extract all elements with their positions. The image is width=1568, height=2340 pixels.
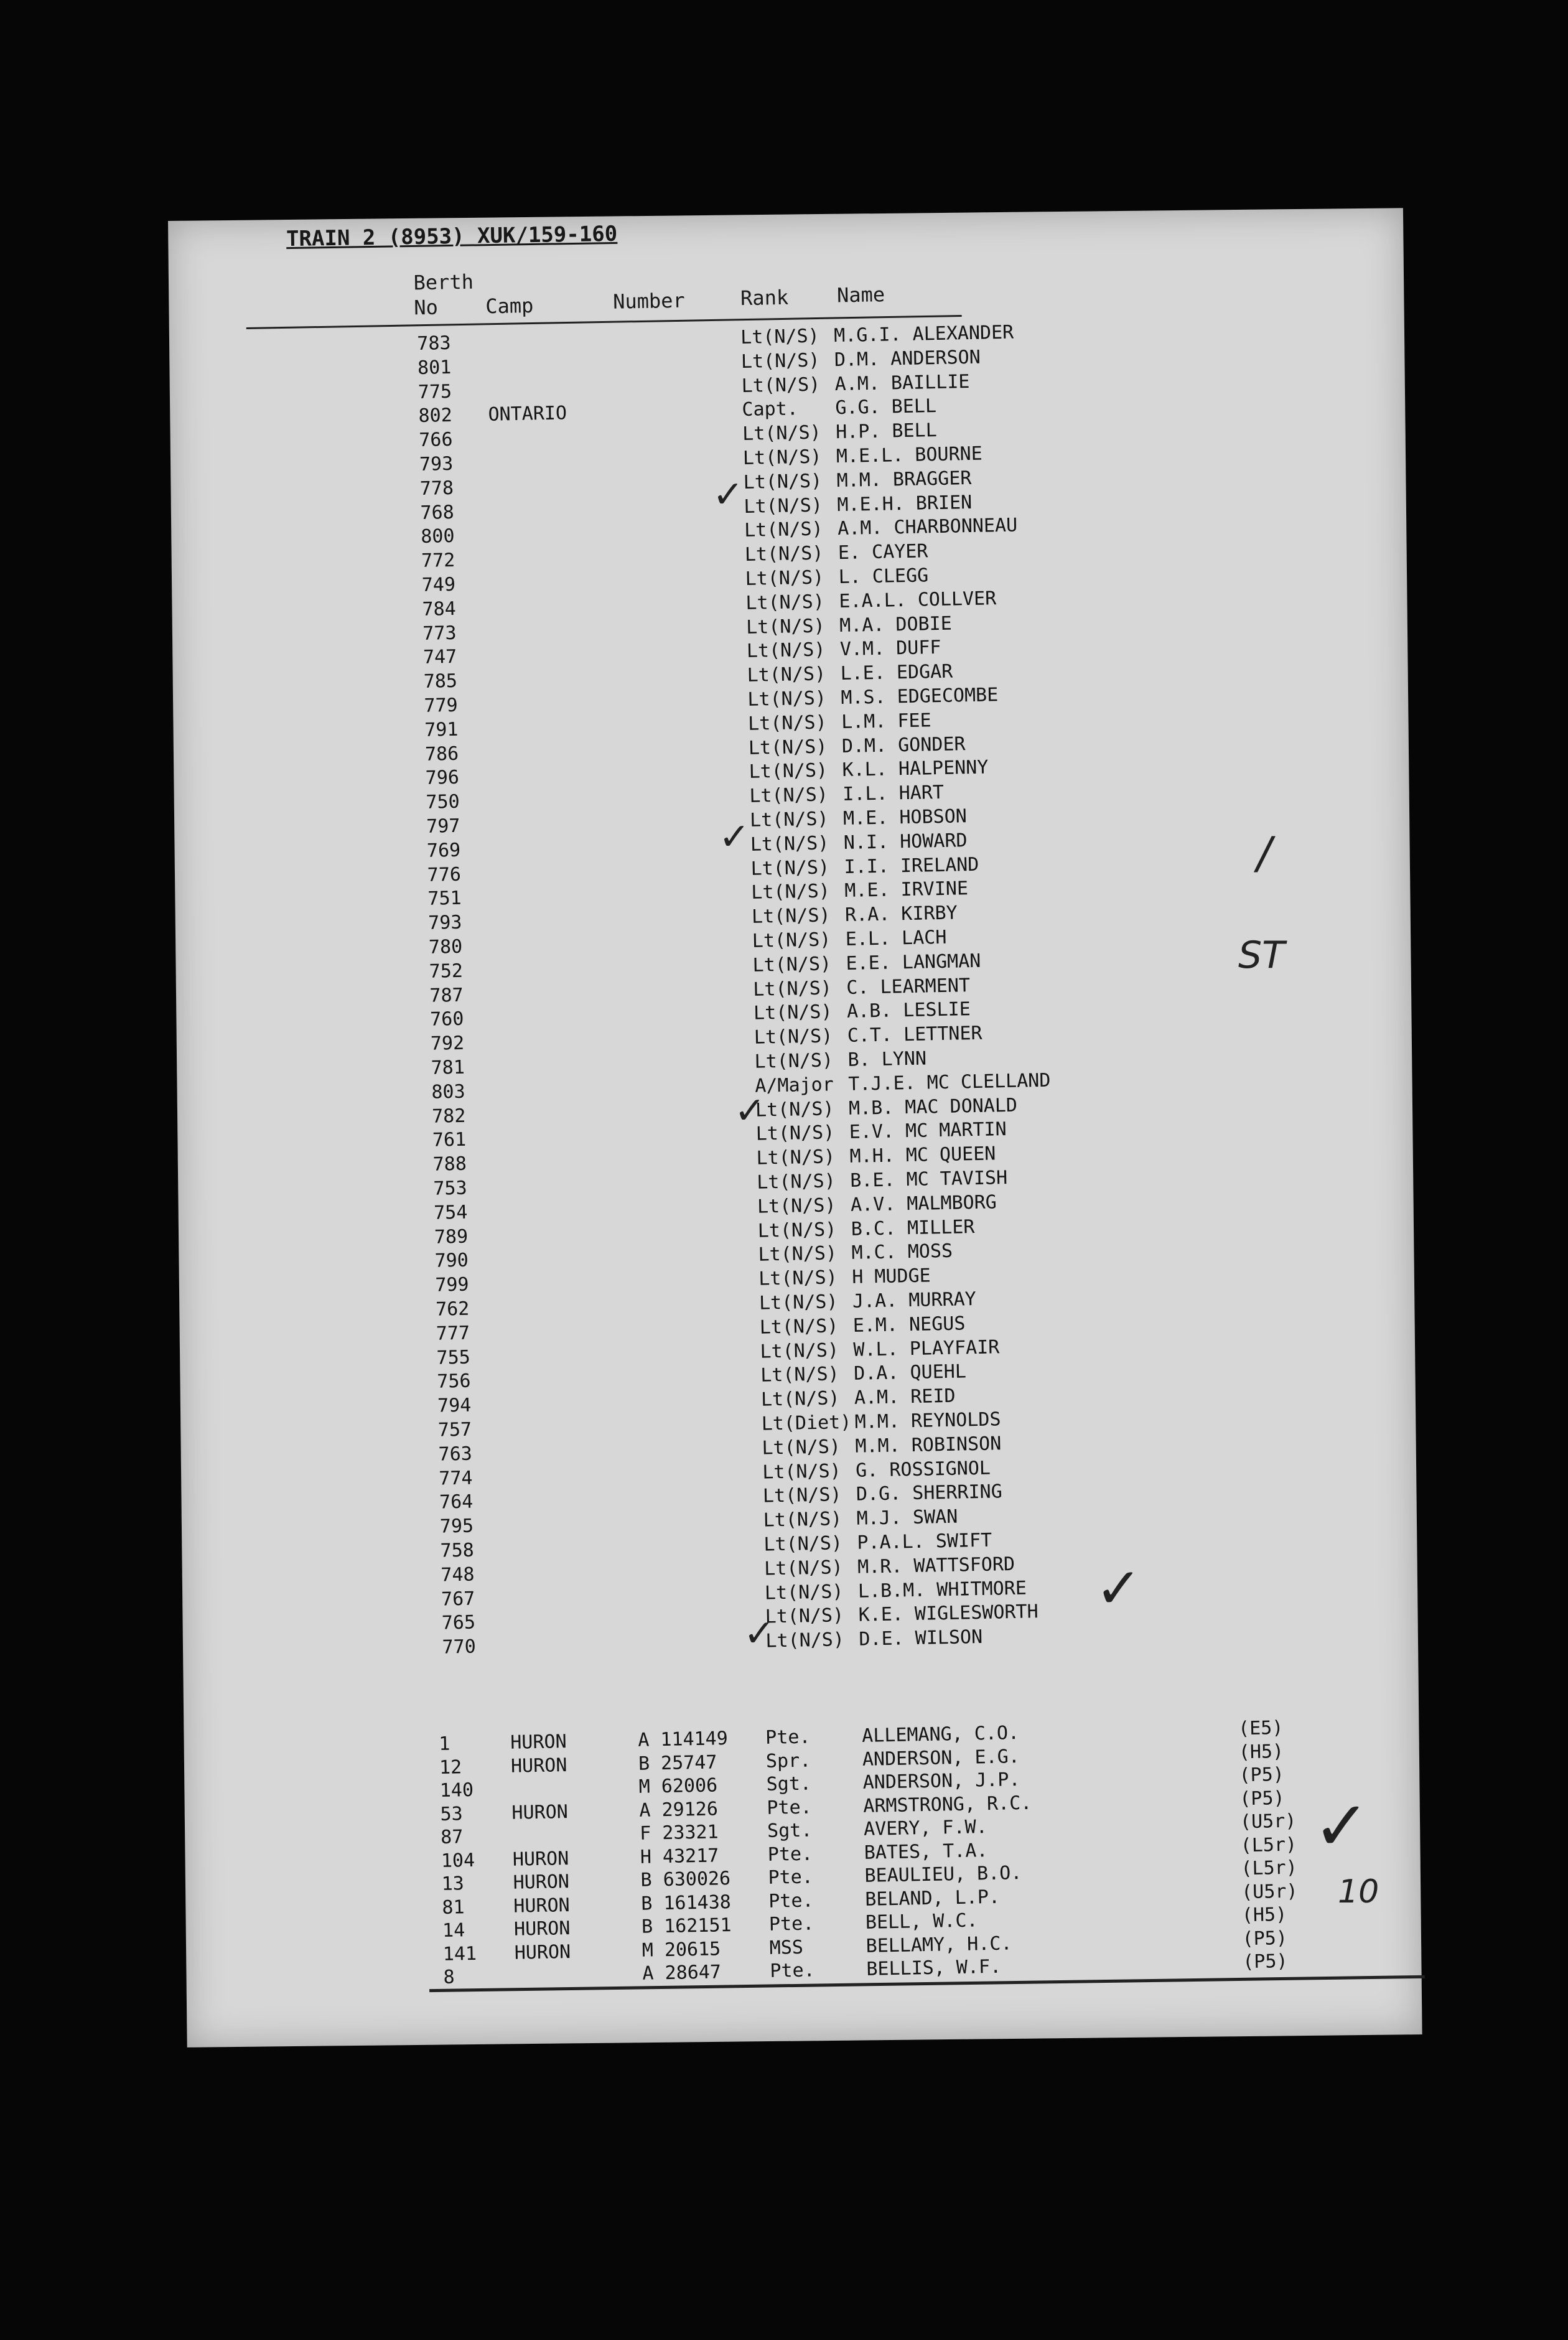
soldier-name: BEAULIEU, B.O.	[864, 1862, 1022, 1887]
rank: Lt(N/S)	[752, 929, 831, 952]
service-number: H 43217	[640, 1844, 719, 1868]
officer-name: J.A. MURRAY	[852, 1288, 976, 1313]
rank: Pte.	[767, 1842, 813, 1866]
officer-name: M.A. DOBIE	[839, 612, 953, 637]
berth-number: 765	[441, 1611, 476, 1635]
rank: Lt(N/S)	[746, 639, 826, 663]
officer-name: L. CLEGG	[838, 564, 929, 589]
berth-number: 791	[424, 718, 459, 741]
document-title: TRAIN 2 (8953) XUK/159-160	[286, 221, 618, 252]
berth-number: 766	[418, 429, 453, 452]
berth-number: 784	[422, 597, 457, 620]
soldier-name: ANDERSON, J.P.	[862, 1769, 1020, 1794]
rank: Lt(N/S)	[751, 904, 831, 929]
berth-number: 788	[432, 1153, 467, 1176]
berth-number: 752	[429, 960, 464, 983]
berth-number: 778	[419, 477, 454, 500]
officer-name: V.M. DUFF	[839, 637, 941, 661]
officer-name: A.B. LESLIE	[846, 998, 971, 1023]
berth-number: 751	[427, 887, 462, 910]
rank: Lt(N/S)	[754, 1049, 834, 1073]
rank: Lt(N/S)	[758, 1291, 838, 1314]
officer-name: E.E. LANGMAN	[846, 950, 981, 975]
classification-code: (U5r)	[1239, 1810, 1297, 1833]
berth-number: 796	[425, 767, 460, 790]
berth-number: 140	[439, 1779, 474, 1802]
camp-name: HURON	[513, 1917, 571, 1940]
rank: Lt(N/S)	[745, 566, 824, 590]
berth-number: 797	[426, 815, 460, 838]
officer-name: N.I. HOWARD	[843, 829, 968, 854]
officer-name: H MUDGE	[851, 1265, 931, 1289]
header-rank: Rank	[740, 285, 789, 311]
header-berth: Berth	[413, 269, 474, 295]
camp-name: HURON	[513, 1871, 570, 1894]
officer-name: M.S. EDGECOMBE	[841, 684, 999, 709]
officer-name: E.L. LACH	[845, 926, 947, 950]
berth-number: 801	[417, 356, 452, 379]
rank: Lt(N/S)	[765, 1604, 844, 1629]
pen-stroke-icon: /	[1257, 828, 1272, 879]
officer-name: D.G. SHERRING	[856, 1481, 1003, 1506]
rank: Lt(N/S)	[741, 373, 821, 397]
berth-number: 87	[440, 1826, 464, 1848]
officer-name: G.G. BELL	[835, 395, 937, 419]
rank: Lt(N/S)	[758, 1242, 838, 1266]
rank: Lt(N/S)	[760, 1339, 839, 1363]
rank: Lt(N/S)	[762, 1436, 841, 1459]
rank: Lt(N/S)	[742, 421, 821, 446]
rank: A/Major	[754, 1074, 834, 1097]
rank: Lt(N/S)	[748, 736, 828, 759]
berth-number: 767	[441, 1588, 475, 1611]
rank: Lt(N/S)	[763, 1508, 842, 1532]
berth-number: 792	[430, 1032, 465, 1055]
rank: Lt(N/S)	[762, 1484, 842, 1508]
check-mark-icon: ✓	[1313, 1786, 1371, 1866]
rank: Pte.	[768, 1866, 814, 1889]
berth-number: 763	[438, 1443, 473, 1466]
rank: Lt(N/S)	[764, 1580, 844, 1604]
officer-name: A.M. BAILLIE	[834, 370, 970, 395]
officer-name: C. LEARMENT	[846, 974, 971, 999]
berth-number: 141	[442, 1942, 477, 1965]
berth-number: 780	[428, 935, 463, 958]
berth-number: 779	[424, 694, 459, 717]
berth-number: 799	[435, 1273, 469, 1296]
berth-number: 772	[421, 550, 455, 573]
berth-number: 762	[435, 1298, 470, 1321]
berth-number: 1	[439, 1733, 450, 1755]
berth-number: 761	[432, 1129, 467, 1152]
rank: Lt(N/S)	[751, 880, 831, 904]
rank: Lt(N/S)	[745, 591, 825, 614]
soldier-name: AVERY, F.W.	[863, 1816, 988, 1840]
rank: Spr.	[765, 1749, 811, 1772]
camp-name: HURON	[510, 1754, 567, 1777]
officer-name: I.I. IRELAND	[844, 853, 979, 878]
berth-number: 104	[441, 1849, 475, 1872]
officer-name: A.V. MALMBORG	[850, 1191, 997, 1216]
rank: Lt(N/S)	[749, 759, 828, 784]
rank: Sgt.	[766, 1772, 812, 1795]
rank: Lt(N/S)	[753, 1001, 833, 1025]
camp-name: HURON	[513, 1894, 570, 1917]
rank: Lt(N/S)	[747, 711, 827, 735]
berth-number: 782	[431, 1105, 466, 1128]
rank: Lt(N/S)	[755, 1097, 834, 1121]
header-no: No	[413, 295, 439, 320]
rank: Pte.	[767, 1796, 812, 1819]
officer-name: H.P. BELL	[835, 419, 938, 444]
berth-number: 787	[429, 984, 464, 1007]
officer-name: M.M. BRAGGER	[836, 467, 972, 492]
officer-name: W.L. PLAYFAIR	[853, 1336, 1000, 1361]
berth-number: 795	[439, 1515, 474, 1538]
berth-number: 750	[426, 791, 460, 814]
soldier-name: BATES, T.A.	[864, 1839, 988, 1864]
camp-name: HURON	[514, 1940, 571, 1964]
service-number: B 162151	[641, 1914, 732, 1938]
officer-name: E. CAYER	[838, 540, 928, 564]
officer-name: M.G.I. ALEXANDER	[833, 321, 1014, 347]
camp-name: ONTARIO	[488, 402, 567, 426]
rank: Lt(N/S)	[760, 1387, 840, 1411]
service-number: A 114149	[637, 1728, 729, 1751]
berth-number: 768	[420, 501, 455, 524]
berth-number: 774	[439, 1467, 473, 1490]
rank: Lt(N/S)	[742, 446, 822, 469]
rank: Lt(N/S)	[747, 687, 827, 711]
officer-name: D.M. ANDERSON	[834, 346, 981, 371]
berth-number: 800	[420, 525, 455, 548]
soldier-name: ANDERSON, E.G.	[862, 1745, 1020, 1771]
officer-name: L.M. FEE	[841, 709, 931, 733]
classification-code: (U5r)	[1241, 1880, 1298, 1903]
service-number: B 161438	[640, 1891, 732, 1915]
berth-number: 756	[437, 1370, 471, 1393]
rank: Lt(N/S)	[762, 1459, 841, 1484]
berth-number: 81	[442, 1896, 465, 1919]
officer-name: M.E.L. BOURNE	[836, 442, 983, 468]
berth-number: 789	[434, 1225, 469, 1248]
officer-name: E.A.L. COLLVER	[839, 587, 997, 612]
classification-code: (H5)	[1241, 1903, 1287, 1927]
rank: Capt.	[742, 398, 799, 421]
service-number: B 25747	[638, 1751, 717, 1775]
rank: Lt(N/S)	[745, 615, 825, 639]
officer-name: D.A. QUEHL	[853, 1360, 967, 1385]
officer-name: M.E. IRVINE	[844, 878, 969, 902]
officer-name: A.M. CHARBONNEAU	[837, 514, 1018, 540]
rank: Lt(N/S)	[753, 976, 833, 1001]
rank: Pte.	[770, 1959, 816, 1982]
officer-name: A.M. REID	[854, 1385, 956, 1410]
camp-name: HURON	[510, 1731, 567, 1754]
berth-number: 785	[423, 670, 458, 693]
soldier-name: BELAND, L.P.	[864, 1886, 1001, 1911]
rank: Lt(N/S)	[744, 518, 823, 542]
officer-name: B. LYNN	[847, 1047, 927, 1071]
officer-name: K.E. WIGLESWORTH	[858, 1601, 1038, 1627]
berth-number: 790	[434, 1250, 469, 1273]
officer-name: R.A. KIRBY	[844, 902, 958, 927]
rank: MSS	[769, 1936, 804, 1959]
officer-name: M.E.H. BRIEN	[837, 491, 973, 516]
berth-number: 757	[437, 1418, 472, 1441]
rank: Lt(Diet)	[761, 1411, 852, 1435]
classification-code: (L5r)	[1240, 1833, 1297, 1856]
rank: Pte.	[768, 1912, 814, 1935]
officer-name: G. ROSSIGNOL	[855, 1457, 991, 1482]
classification-code: (H5)	[1238, 1740, 1284, 1763]
berth-number: 803	[431, 1080, 465, 1103]
check-mark-icon: ✓	[744, 1612, 775, 1655]
berth-number: 770	[442, 1636, 477, 1659]
rank: Lt(N/S)	[755, 1121, 835, 1146]
berth-number: 786	[424, 742, 459, 765]
officer-name: L.E. EDGAR	[840, 660, 953, 685]
officer-name: D.M. GONDER	[841, 732, 966, 757]
officer-name: K.L. HALPENNY	[842, 756, 989, 782]
rank: Lt(N/S)	[740, 349, 820, 373]
berth-number: 769	[426, 839, 461, 862]
berth-number: 14	[442, 1919, 465, 1942]
berth-number: 13	[441, 1873, 465, 1895]
camp-name: HURON	[511, 1800, 569, 1824]
soldier-name: BELLIS, W.F.	[866, 1955, 1002, 1980]
rank: Pte.	[765, 1726, 811, 1749]
berth-number: 753	[433, 1177, 467, 1200]
berth-number: 775	[418, 380, 452, 403]
berth-number: 773	[422, 622, 457, 645]
berth-number: 755	[436, 1346, 471, 1369]
service-number: A 28647	[642, 1961, 722, 1985]
berth-number: 8	[443, 1966, 455, 1988]
rank: Lt(N/S)	[750, 856, 830, 880]
soldier-name: ARMSTRONG, R.C.	[863, 1792, 1032, 1817]
service-number: M 62006	[638, 1774, 718, 1798]
berth-number: 53	[440, 1802, 463, 1825]
check-mark-icon: ✓	[734, 1089, 766, 1133]
rank: Lt(N/S)	[763, 1532, 843, 1556]
berth-number: 764	[439, 1491, 474, 1514]
rank: Lt(N/S)	[744, 494, 823, 518]
berth-number: 783	[417, 332, 451, 355]
header-camp: Camp	[485, 293, 534, 319]
berth-number: 747	[422, 646, 457, 669]
officer-name: M.E. HOBSON	[842, 805, 968, 830]
rank: Lt(N/S)	[747, 663, 826, 687]
soldier-name: BELL, W.C.	[865, 1909, 978, 1934]
berth-number: 760	[429, 1008, 464, 1031]
officer-name: M.M. ROBINSON	[855, 1433, 1002, 1458]
berth-number: 749	[421, 573, 456, 596]
berth-number: 758	[440, 1539, 475, 1562]
officer-name: D.E. WILSON	[859, 1626, 983, 1650]
check-mark-icon: ✓	[1095, 1556, 1142, 1621]
officer-name: T.J.E. MC CLELLAND	[847, 1069, 1051, 1095]
officer-name: E.V. MC MARTIN	[849, 1118, 1007, 1144]
check-mark-icon: ✓	[719, 815, 750, 859]
soldier-name: ALLEMANG, C.O.	[861, 1722, 1020, 1747]
officer-name: P.A.L. SWIFT	[857, 1529, 992, 1554]
soldier-name: BELLAMY, H.C.	[866, 1932, 1012, 1957]
berth-number: 802	[418, 405, 453, 428]
classification-code: (P5)	[1242, 1927, 1288, 1950]
classification-code: (P5)	[1239, 1763, 1285, 1787]
check-mark-icon: ✓	[712, 473, 744, 517]
header-name: Name	[836, 283, 885, 307]
officer-name: M.J. SWAN	[856, 1505, 958, 1530]
rank: Pte.	[768, 1889, 814, 1912]
rank: Lt(N/S)	[756, 1146, 836, 1169]
rank: Lt(N/S)	[760, 1363, 840, 1387]
rank: Lt(N/S)	[752, 953, 832, 976]
officer-name: M.B. MAC DONALD	[848, 1094, 1018, 1120]
classification-code: (E5)	[1238, 1716, 1284, 1740]
rank: Lt(N/S)	[744, 542, 824, 566]
rank: Lt(N/S)	[758, 1266, 838, 1290]
officer-name: C.T. LETTNER	[847, 1022, 982, 1047]
officer-name: M.H. MC QUEEN	[849, 1143, 996, 1168]
camp-name: HURON	[512, 1847, 569, 1871]
classification-code: (L5r)	[1241, 1856, 1298, 1880]
rank: Lt(N/S)	[757, 1218, 837, 1242]
handwritten-st: ST	[1238, 934, 1285, 977]
berth-number: 793	[427, 911, 462, 935]
rank: Lt(N/S)	[749, 784, 829, 808]
officer-name: B.C. MILLER	[851, 1215, 975, 1240]
rank: Lt(N/S)	[749, 808, 829, 831]
officer-name: M.C. MOSS	[851, 1240, 953, 1265]
rank: Lt(N/S)	[740, 325, 819, 349]
officer-name: L.B.M. WHITMORE	[857, 1577, 1027, 1603]
classification-code: (P5)	[1239, 1787, 1285, 1810]
rank: Lt(N/S)	[750, 832, 829, 856]
service-number: M 20615	[642, 1937, 721, 1962]
rank: Lt(N/S)	[757, 1194, 836, 1218]
rank: Lt(N/S)	[754, 1025, 833, 1049]
header-number: Number	[612, 288, 686, 314]
rank: Lt(N/S)	[765, 1629, 845, 1652]
berth-number: 793	[419, 452, 454, 475]
berth-number: 776	[427, 863, 462, 886]
officer-name: B.E. MC TAVISH	[849, 1167, 1008, 1192]
rank: Lt(N/S)	[756, 1170, 836, 1194]
service-number: B 630026	[640, 1868, 731, 1891]
officer-name: M.R. WATTSFORD	[857, 1553, 1015, 1578]
berth-number: 777	[436, 1322, 470, 1345]
berth-number: 12	[439, 1756, 462, 1779]
rank: Lt(N/S)	[763, 1556, 843, 1580]
berth-number: 794	[437, 1394, 472, 1417]
officer-name: M.M. REYNOLDS	[854, 1408, 1001, 1433]
rank: Sgt.	[767, 1819, 813, 1842]
officer-name: E.M. NEGUS	[852, 1313, 966, 1337]
berth-number: 754	[433, 1201, 468, 1224]
service-number: A 29126	[639, 1797, 719, 1822]
service-number: F 23321	[639, 1821, 719, 1845]
handwritten-ten: 10	[1338, 1873, 1379, 1911]
rank: Lt(N/S)	[759, 1315, 839, 1339]
officer-name: I.L. HART	[842, 782, 945, 806]
berth-number: 781	[431, 1056, 465, 1079]
rank: Lt(N/S)	[743, 470, 823, 494]
berth-number: 748	[440, 1563, 475, 1586]
classification-code: (P5)	[1242, 1950, 1288, 1973]
